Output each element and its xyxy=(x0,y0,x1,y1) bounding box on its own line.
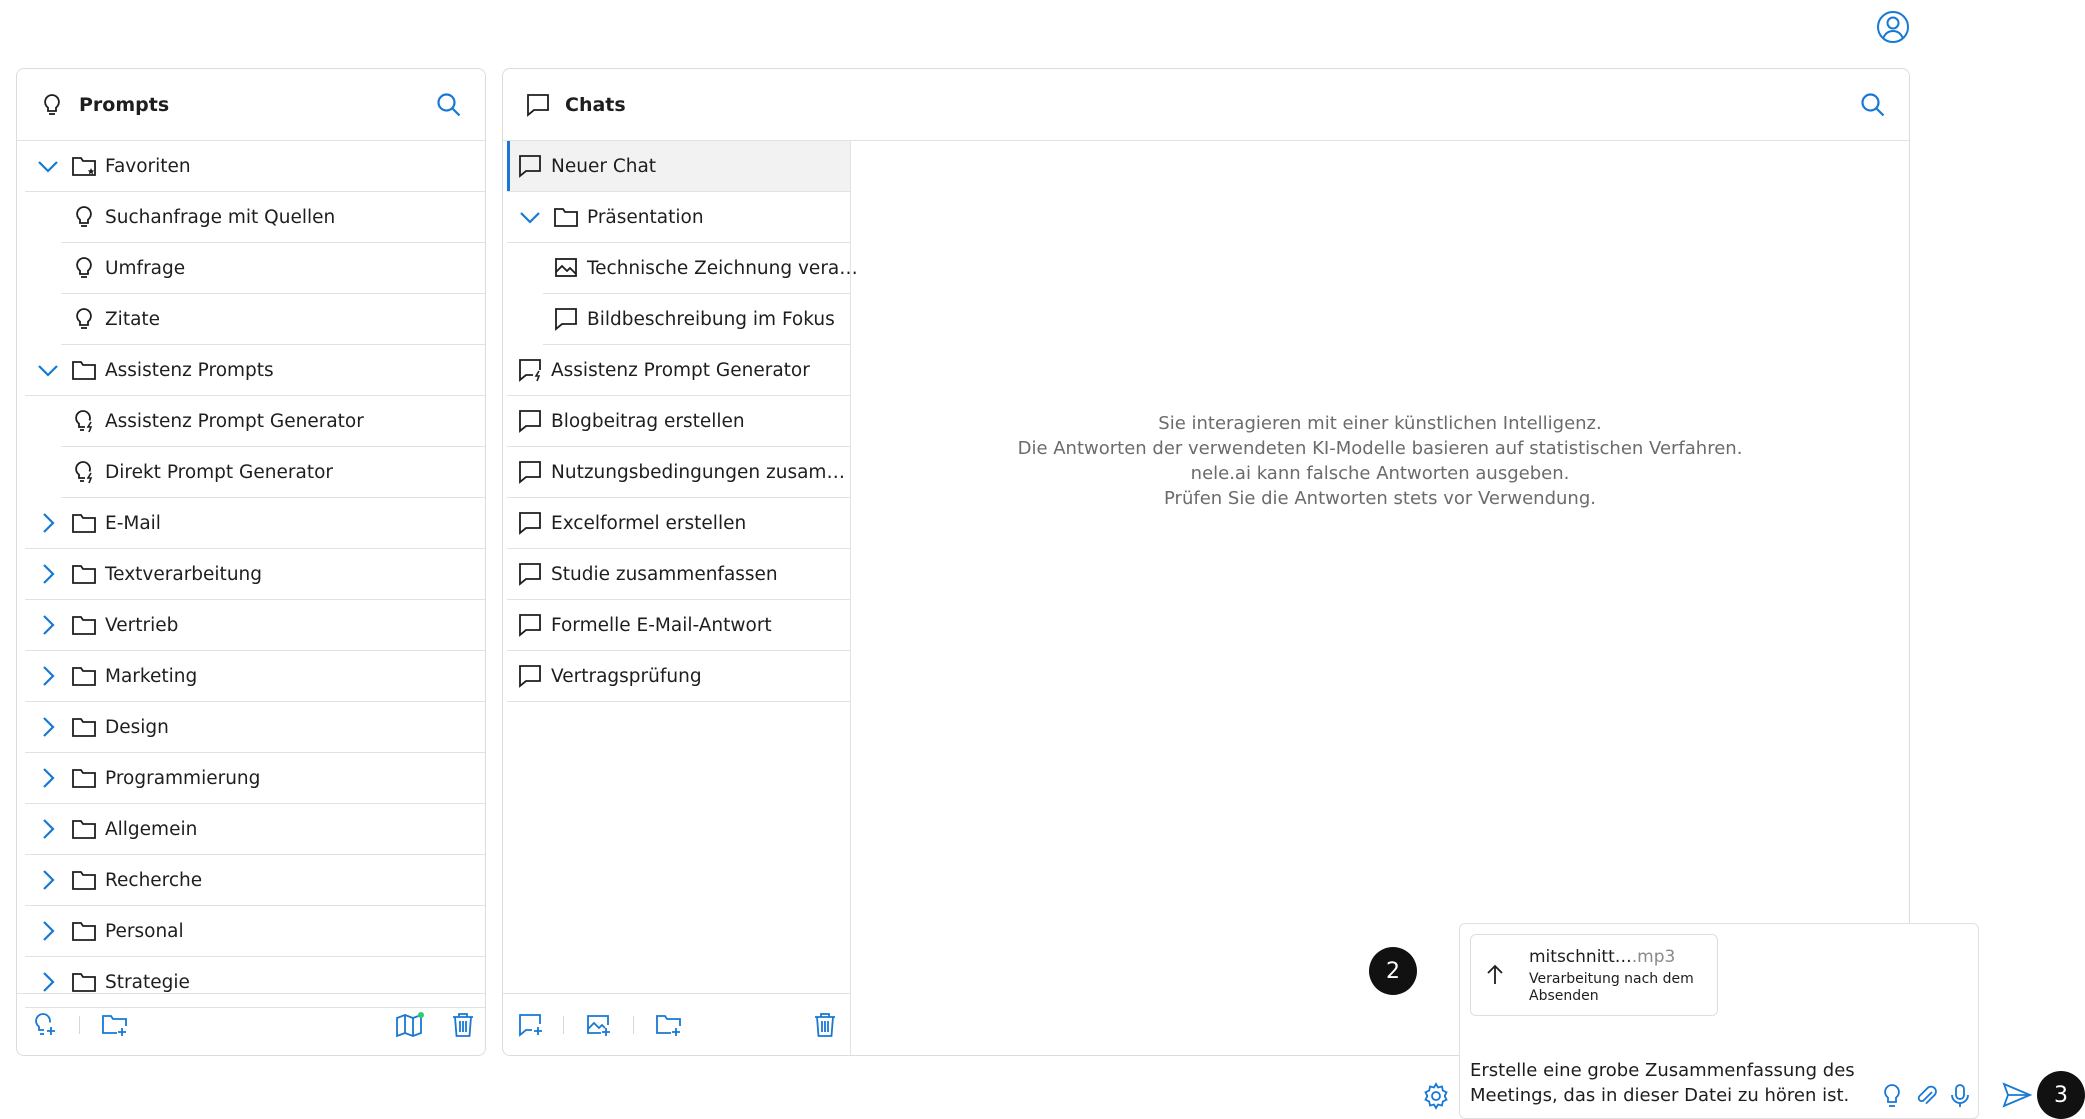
prompt-item-umfrage[interactable]: Umfrage xyxy=(61,243,485,294)
step-badge-2: 2 xyxy=(1369,947,1417,995)
chevron-right-icon[interactable] xyxy=(35,663,61,689)
chat-item-studie[interactable]: Studie zusammenfassen xyxy=(507,549,850,600)
prompt-folder-strategie[interactable]: Strategie xyxy=(25,957,485,1008)
folder-icon xyxy=(71,510,97,536)
ai-disclaimer: Sie interagieren mit einer künstlichen Intelligenz. Die Antworten der verwendeten KI-Modelle basieren auf statistischen Verfahren. nele.ai kann falsche Antworten ausgeben. Prüfen Sie die Antworten stets vor Verwendung. xyxy=(1017,413,1743,509)
prompt-folder-recherche[interactable]: Recherche xyxy=(25,855,485,906)
folder-icon xyxy=(71,765,97,791)
prompts-panel xyxy=(16,68,486,1056)
trash-icon xyxy=(449,1011,477,1039)
image-icon xyxy=(553,255,579,281)
delete-prompts-button[interactable] xyxy=(449,1011,477,1039)
lightbulb-bolt-icon xyxy=(71,459,97,485)
chat-folder-praesentation[interactable]: Präsentation xyxy=(507,192,850,243)
delete-chats-button[interactable] xyxy=(811,1011,839,1039)
gear-icon xyxy=(1421,1081,1451,1111)
prompt-item-direkt-generator[interactable]: Direkt Prompt Generator xyxy=(61,447,485,498)
chat-item-bildbeschreibung[interactable]: Bildbeschreibung im Fokus xyxy=(543,294,850,345)
upload-arrow-icon xyxy=(1481,961,1509,989)
chat-main-area xyxy=(851,141,2068,1108)
chevron-right-icon[interactable] xyxy=(35,867,61,893)
lightbulb-plus-icon xyxy=(31,1011,59,1039)
folder-plus-icon xyxy=(101,1011,129,1039)
chat-plus-icon xyxy=(517,1011,545,1039)
microphone-icon xyxy=(1946,1082,1974,1110)
chat-bubble-icon xyxy=(517,459,543,485)
prompts-title: Prompts xyxy=(79,93,170,116)
search-icon xyxy=(1859,91,1887,119)
prompt-folder-vertrieb[interactable]: Vertrieb xyxy=(25,600,485,651)
lightbulb-icon xyxy=(39,92,65,118)
chat-bubble-icon xyxy=(517,663,543,689)
chat-item-vertragspruefung[interactable]: Vertragsprüfung xyxy=(507,651,850,702)
chevron-down-icon[interactable] xyxy=(35,357,61,383)
lightbulb-bolt-icon xyxy=(71,408,97,434)
file-name: mitschnitt….mp3 xyxy=(1529,947,1676,967)
prompt-item-assistenz-generator[interactable]: Assistenz Prompt Generator xyxy=(61,396,485,447)
lightbulb-icon xyxy=(1878,1082,1906,1110)
prompt-library-button[interactable] xyxy=(395,1011,423,1039)
new-chat-button[interactable] xyxy=(517,1011,545,1039)
voice-input-button[interactable] xyxy=(1946,1082,1974,1110)
chats-footer xyxy=(503,993,851,1055)
lightbulb-icon xyxy=(71,306,97,332)
new-image-chat-button[interactable] xyxy=(585,1011,613,1039)
search-icon xyxy=(435,91,463,119)
footer-divider xyxy=(79,1016,80,1034)
chat-bubble-icon xyxy=(517,561,543,587)
chats-title: Chats xyxy=(565,93,626,116)
lightbulb-icon xyxy=(71,204,97,230)
chat-bubble-bolt-icon xyxy=(517,357,543,383)
folder-icon xyxy=(71,561,97,587)
chevron-down-icon[interactable] xyxy=(35,153,61,179)
chevron-right-icon[interactable] xyxy=(35,612,61,638)
chats-tree xyxy=(507,141,858,993)
prompt-folder-personal[interactable]: Personal xyxy=(25,906,485,957)
new-chat-folder-button[interactable] xyxy=(655,1011,683,1039)
folder-star-icon xyxy=(71,153,97,179)
chat-item-blogbeitrag[interactable]: Blogbeitrag erstellen xyxy=(507,396,850,447)
chevron-right-icon[interactable] xyxy=(35,510,61,536)
prompt-folder-programmierung[interactable]: Programmierung xyxy=(25,753,485,804)
chat-item-nutzungsbedingungen[interactable]: Nutzungsbedingungen zusam… xyxy=(507,447,850,498)
folder-plus-icon xyxy=(655,1011,683,1039)
folder-icon xyxy=(71,663,97,689)
message-input[interactable]: Erstelle eine grobe Zusammenfassung des Meetings, das in dieser Datei zu hören ist. xyxy=(1470,1060,1855,1106)
paperclip-icon xyxy=(1912,1082,1940,1110)
chevron-right-icon[interactable] xyxy=(35,816,61,842)
folder-icon xyxy=(71,714,97,740)
step-badge-3: 3 xyxy=(2037,1071,2085,1119)
folder-icon xyxy=(71,918,97,944)
chat-item-neuer-chat[interactable]: Neuer Chat xyxy=(507,141,850,192)
prompt-folder-marketing[interactable]: Marketing xyxy=(25,651,485,702)
footer-divider xyxy=(633,1016,634,1034)
chat-bubble-icon xyxy=(517,612,543,638)
chat-bubble-icon xyxy=(553,306,579,332)
chat-item-technische-zeichnung[interactable]: Technische Zeichnung vera… xyxy=(543,243,850,294)
trash-icon xyxy=(811,1011,839,1039)
chat-item-assistenz-generator[interactable]: Assistenz Prompt Generator xyxy=(507,345,850,396)
add-prompt-folder-button[interactable] xyxy=(101,1011,129,1039)
chevron-right-icon[interactable] xyxy=(35,969,61,995)
send-icon xyxy=(2001,1079,2033,1111)
prompts-footer xyxy=(17,993,485,1055)
chat-list xyxy=(507,141,858,1055)
prompt-folder-assistenz[interactable]: Assistenz Prompts xyxy=(25,345,485,396)
folder-icon xyxy=(71,867,97,893)
folder-icon xyxy=(553,204,579,230)
lightbulb-icon xyxy=(71,255,97,281)
chevron-right-icon[interactable] xyxy=(35,765,61,791)
footer-divider xyxy=(563,1016,564,1034)
folder-icon xyxy=(71,816,97,842)
prompt-folder-email[interactable]: E-Mail xyxy=(25,498,485,549)
chevron-right-icon[interactable] xyxy=(35,918,61,944)
prompt-folder-favoriten[interactable]: Favoriten xyxy=(25,141,485,192)
message-composer xyxy=(1459,923,1979,1119)
user-avatar-button[interactable] xyxy=(1876,10,1910,44)
chevron-right-icon[interactable] xyxy=(35,714,61,740)
user-circle-icon xyxy=(1876,10,1910,44)
chevron-down-icon[interactable] xyxy=(517,204,543,230)
chevron-right-icon[interactable] xyxy=(35,561,61,587)
chat-bubble-icon xyxy=(517,153,543,179)
image-plus-icon xyxy=(585,1011,613,1039)
add-prompt-button[interactable] xyxy=(31,1011,59,1039)
chat-bubble-icon xyxy=(517,510,543,536)
folder-icon xyxy=(71,357,97,383)
chat-item-formelle-email[interactable]: Formelle E-Mail-Antwort xyxy=(507,600,850,651)
prompts-search-button[interactable] xyxy=(435,91,463,119)
chat-item-excelformel[interactable]: Excelformel erstellen xyxy=(507,498,850,549)
prompt-item-suchanfrage[interactable]: Suchanfrage mit Quellen xyxy=(61,192,485,243)
folder-icon xyxy=(71,612,97,638)
prompts-tree xyxy=(25,141,485,993)
chats-search-button[interactable] xyxy=(1859,91,1887,119)
prompts-header xyxy=(17,69,485,141)
insert-prompt-button[interactable] xyxy=(1878,1082,1906,1110)
prompt-folder-allgemein[interactable]: Allgemein xyxy=(25,804,485,855)
file-status: Verarbeitung nach dem Absenden xyxy=(1529,971,1694,1004)
prompt-folder-design[interactable]: Design xyxy=(25,702,485,753)
chat-bubble-icon xyxy=(517,408,543,434)
send-message-button[interactable] xyxy=(2001,1079,2033,1111)
prompt-item-zitate[interactable]: Zitate xyxy=(61,294,485,345)
attach-file-button[interactable] xyxy=(1912,1082,1940,1110)
chats-panel xyxy=(502,68,2068,1108)
book-map-icon xyxy=(395,1011,425,1039)
folder-icon xyxy=(71,969,97,995)
chat-bubble-icon xyxy=(525,92,551,118)
attached-file-card[interactable] xyxy=(1470,934,1718,1016)
prompt-folder-textverarbeitung[interactable]: Textverarbeitung xyxy=(25,549,485,600)
chats-header xyxy=(503,69,1909,141)
chat-settings-button[interactable] xyxy=(1421,1081,1451,1111)
